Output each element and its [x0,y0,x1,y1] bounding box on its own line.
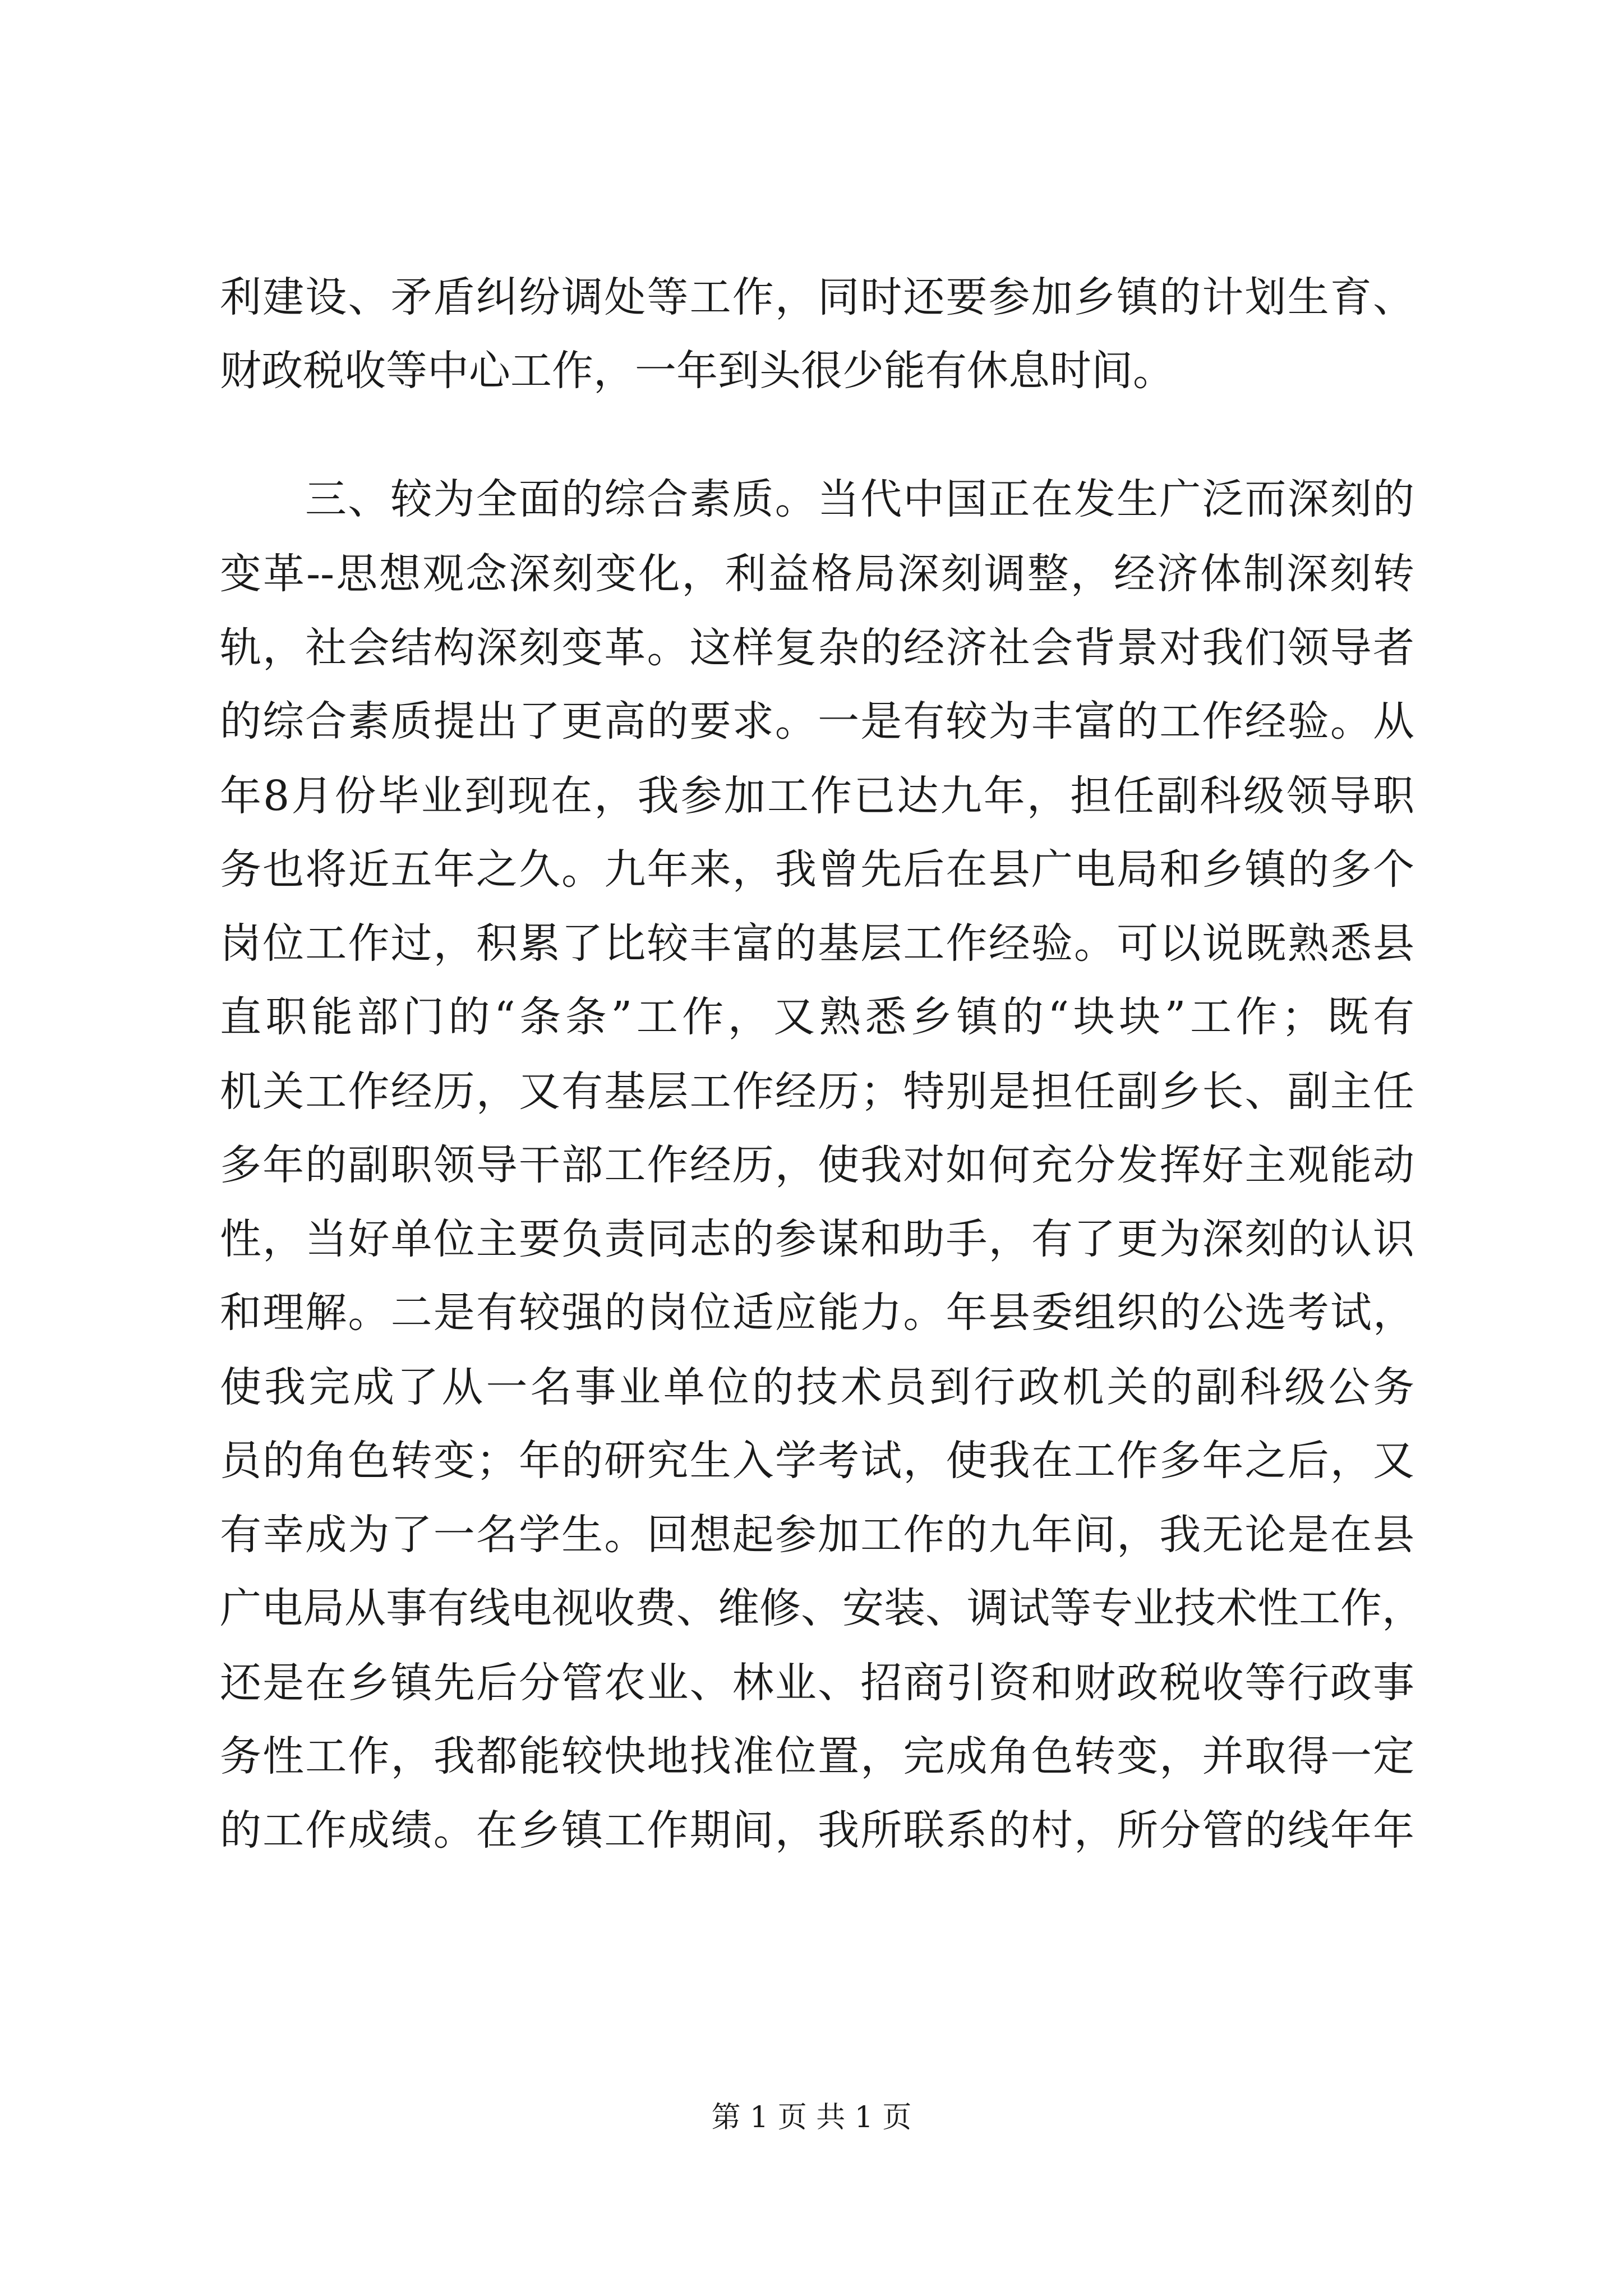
body-text-line: 的工作成绩。在乡镇工作期间，我所联系的村，所分管的线年年 [220,1806,1414,1855]
body-text-line: 变革--思想观念深刻变化，利益格局深刻调整，经济体制深刻转 [220,550,1414,598]
body-text-line: 轨，社会结构深刻变革。这样复杂的经济社会背景对我们领导者 [220,624,1414,672]
body-text-line: 广电局从事有线电视收费、维修、安装、调试等专业技术性工作， [220,1584,1423,1632]
body-text-line: 的综合素质提出了更高的要求。一是有较为丰富的工作经验。从 [220,697,1414,746]
body-text-line: 务也将近五年之久。九年来，我曾先后在县广电局和乡镇的多个 [220,845,1414,894]
body-text-line: 还是在乡镇先后分管农业、林业、招商引资和财政税收等行政事 [220,1659,1414,1707]
body-text-line: 员的角色转变；年的研究生入学考试，使我在工作多年之后，又 [220,1437,1414,1485]
body-text-line: 使我完成了从一名事业单位的技术员到行政机关的副科级公务 [220,1363,1414,1411]
body-text-line: 年8月份毕业到现在，我参加工作已达九年，担任副科级领导职 [220,772,1414,820]
body-text-line: 岗位工作过，积累了比较丰富的基层工作经验。可以说既熟悉县 [220,919,1414,968]
body-text-line: 直职能部门的“条条”工作，又熟悉乡镇的“块块”工作；既有 [220,993,1414,1041]
body-text-line: 利建设、矛盾纠纷调处等工作，同时还要参加乡镇的计划生育、 [220,273,1414,321]
body-text-line: 财政税收等中心工作，一年到头很少能有休息时间。 [220,347,1174,395]
body-text-line: 有幸成为了一名学生。回想起参加工作的九年间，我无论是在县 [220,1511,1414,1559]
page-footer: 第 1 页 共 1 页 [711,2101,912,2134]
body-text-line: 和理解。二是有较强的岗位适应能力。年县委组织的公选考试， [220,1289,1414,1337]
body-text-line: 三、较为全面的综合素质。当代中国正在发生广泛而深刻的 [305,475,1414,523]
body-text-line: 性，当好单位主要负责同志的参谋和助手，有了更为深刻的认识 [220,1215,1414,1263]
body-text-line: 务性工作，我都能较快地找准位置，完成角色转变，并取得一定 [220,1732,1414,1780]
body-text-line: 多年的副职领导干部工作经历，使我对如何充分发挥好主观能动 [220,1141,1414,1189]
body-text-line: 机关工作经历，又有基层工作经历；特别是担任副乡长、副主任 [220,1068,1414,1116]
